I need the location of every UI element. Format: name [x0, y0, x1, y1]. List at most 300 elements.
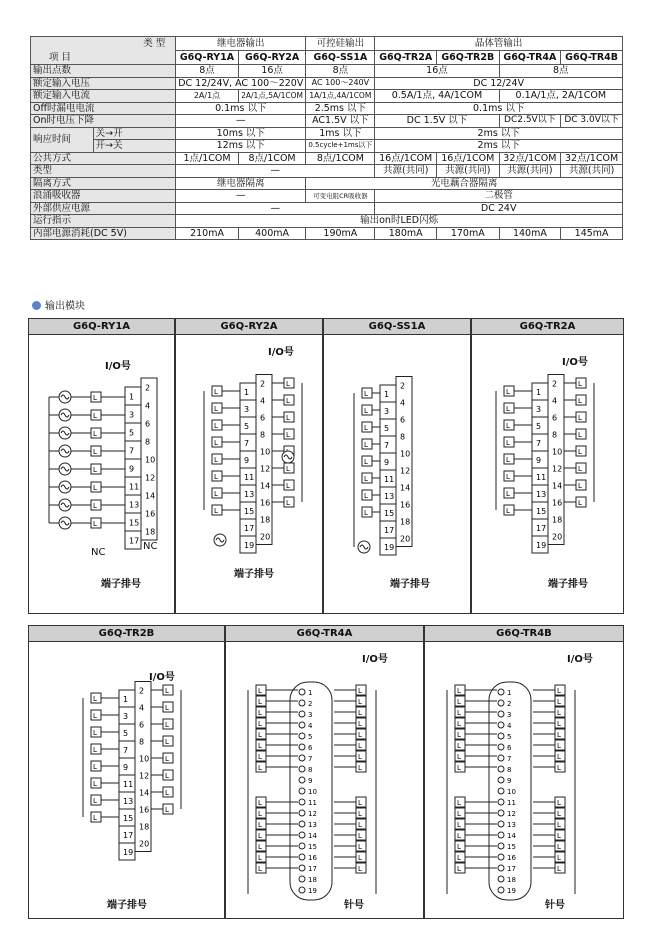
- pin-number: 12: [308, 810, 317, 818]
- terminal-number: 6: [139, 720, 145, 730]
- pin-icon: [299, 777, 305, 783]
- load-letter: L: [457, 687, 461, 695]
- load-letter: L: [457, 731, 461, 739]
- load-letter: L: [457, 821, 461, 829]
- terminal-number: 6: [400, 415, 406, 425]
- terminal-number: 15: [123, 813, 134, 823]
- terminal-number: 9: [123, 762, 129, 772]
- terminal-number: 8: [260, 430, 266, 440]
- model-header: G6Q-SS1A: [306, 51, 375, 65]
- load-letter: L: [506, 490, 510, 498]
- row-leak: Off时漏电电流 0.1ms 以下 2.5ms 以下 0.1ms 以下: [31, 102, 623, 115]
- load-letter: L: [358, 753, 362, 761]
- terminal-number: 7: [123, 745, 129, 755]
- load-letter: L: [364, 475, 368, 483]
- load-letter: L: [364, 407, 368, 415]
- pin-number: 5: [507, 733, 512, 741]
- load-letter: L: [286, 431, 290, 439]
- terminal-number: 9: [129, 464, 135, 474]
- load-letter: L: [578, 380, 582, 388]
- terminal-number: 10: [145, 455, 156, 465]
- pin-icon: [498, 788, 504, 794]
- diagram-title: G6Q-SS1A: [324, 319, 470, 335]
- terminal-number: 13: [536, 489, 547, 499]
- pin-number: 9: [308, 777, 313, 785]
- load-letter: L: [93, 520, 97, 528]
- load-letter: L: [364, 458, 368, 466]
- terminal-number: 16: [139, 805, 150, 815]
- load-letter: L: [93, 814, 97, 822]
- pin-number: 16: [507, 854, 516, 862]
- pin-number: 10: [507, 788, 516, 796]
- terminal-number: 11: [244, 472, 255, 482]
- terminal-number: 15: [536, 506, 547, 516]
- pin-number: 6: [308, 744, 313, 752]
- pin-number: 19: [507, 887, 516, 895]
- diagram-ss1a: [323, 318, 471, 614]
- load-letter: L: [358, 865, 362, 873]
- terminal-number: 2: [139, 686, 145, 696]
- pin-icon: [299, 832, 305, 838]
- pin-icon: [498, 700, 504, 706]
- load-letter: L: [358, 742, 362, 750]
- terminal-number: 10: [400, 449, 411, 459]
- terminal-number: 9: [244, 455, 250, 465]
- pin-icon: [498, 689, 504, 695]
- load-letter: L: [214, 456, 218, 464]
- terminal-number: 1: [536, 387, 542, 397]
- wiring-svg: [472, 335, 624, 614]
- pin-icon: [498, 711, 504, 717]
- load-letter: L: [557, 854, 561, 862]
- diagram-title: G6Q-TR2B: [29, 626, 224, 642]
- load-letter: L: [93, 394, 97, 402]
- diagram-title: G6Q-RY2A: [176, 319, 322, 335]
- row-resp-on: 开→关 12ms 以下 0.5cycle+1ms以下 2ms 以下: [31, 140, 623, 153]
- load-letter: L: [358, 709, 362, 717]
- pin-number: 17: [308, 865, 317, 873]
- terminal-number: 12: [145, 473, 156, 483]
- pin-number: 1: [308, 689, 313, 697]
- terminal-label: 端子排号: [107, 900, 147, 911]
- terminal-number: 13: [384, 491, 395, 501]
- pin-icon: [498, 843, 504, 849]
- terminal-number: 18: [400, 517, 411, 527]
- load-letter: L: [165, 687, 169, 695]
- load-letter: L: [457, 764, 461, 772]
- load-letter: L: [165, 704, 169, 712]
- terminal-number: 7: [536, 438, 542, 448]
- pin-number: 18: [308, 876, 317, 884]
- pin-icon: [299, 810, 305, 816]
- pin-number: 9: [507, 777, 512, 785]
- row-kind: 类型 — 共源(共同) 共源(共同) 共源(共同) 共源(共同): [31, 165, 623, 178]
- terminal-number: 12: [260, 464, 271, 474]
- load-letter: L: [557, 865, 561, 873]
- terminal-number: 2: [400, 381, 406, 391]
- section-heading: 输出模块: [32, 297, 85, 312]
- bullet-icon: [32, 301, 41, 310]
- load-letter: L: [457, 753, 461, 761]
- terminal-number: 2: [145, 383, 151, 393]
- pin-label: 针号: [545, 900, 565, 911]
- terminal-number: 2: [552, 379, 558, 389]
- terminal-number: 13: [129, 500, 140, 510]
- pin-icon: [299, 876, 305, 882]
- terminal-number: 3: [536, 404, 542, 414]
- terminal-number: 19: [123, 847, 134, 857]
- model-header: G6Q-RY2A: [238, 51, 306, 65]
- terminal-number: 19: [384, 542, 395, 552]
- load-letter: L: [578, 482, 582, 490]
- load-letter: L: [258, 698, 262, 706]
- pin-label: 针号: [344, 900, 364, 911]
- load-letter: L: [286, 414, 290, 422]
- pin-icon: [498, 722, 504, 728]
- terminal-number: 8: [145, 437, 151, 447]
- terminal-number: 15: [129, 518, 140, 528]
- diagram-title: G6Q-TR2A: [472, 319, 623, 335]
- pin-icon: [299, 821, 305, 827]
- io-label: I/O号: [567, 654, 593, 665]
- spec-table: [30, 36, 623, 240]
- pin-icon: [299, 766, 305, 772]
- load-letter: L: [506, 507, 510, 515]
- pin-icon: [299, 733, 305, 739]
- load-letter: L: [93, 729, 97, 737]
- pin-icon: [498, 755, 504, 761]
- terminal-number: 1: [384, 389, 390, 399]
- terminal-number: 1: [123, 694, 129, 704]
- terminal-number: 7: [129, 446, 135, 456]
- wiring-svg: [425, 642, 624, 919]
- terminal-number: 5: [129, 428, 135, 438]
- diagram-ry1a: [28, 318, 175, 614]
- load-letter: L: [364, 390, 368, 398]
- load-letter: L: [506, 473, 510, 481]
- terminal-number: 4: [260, 396, 266, 406]
- load-letter: L: [358, 731, 362, 739]
- terminal-number: 3: [123, 711, 129, 721]
- load-letter: L: [258, 810, 262, 818]
- pin-icon: [498, 766, 504, 772]
- load-letter: L: [286, 482, 290, 490]
- diagram-tr4b: [424, 625, 624, 919]
- pin-number: 19: [308, 887, 317, 895]
- terminal-number: 16: [145, 509, 156, 519]
- terminal-number: 5: [123, 728, 129, 738]
- terminal-number: 14: [260, 481, 271, 491]
- load-letter: L: [358, 832, 362, 840]
- load-letter: L: [358, 810, 362, 818]
- terminal-number: 4: [400, 398, 406, 408]
- load-letter: L: [258, 687, 262, 695]
- wiring-svg: [324, 335, 471, 614]
- load-letter: L: [258, 854, 262, 862]
- pin-icon: [299, 689, 305, 695]
- io-label: I/O号: [562, 357, 588, 368]
- load-letter: L: [557, 709, 561, 717]
- terminal-number: 14: [145, 491, 156, 501]
- load-letter: L: [457, 742, 461, 750]
- io-label: I/O号: [362, 654, 388, 665]
- terminal-number: 17: [244, 523, 255, 533]
- model-header: G6Q-RY1A: [176, 51, 239, 65]
- terminal-number: 17: [536, 523, 547, 533]
- terminal-number: 2: [260, 379, 266, 389]
- load-letter: L: [358, 764, 362, 772]
- load-letter: L: [457, 720, 461, 728]
- diagram-tr2b: [28, 625, 225, 919]
- load-letter: L: [258, 865, 262, 873]
- model-header: G6Q-TR4B: [561, 51, 623, 65]
- load-letter: L: [214, 422, 218, 430]
- pin-number: 11: [308, 799, 317, 807]
- load-letter: L: [214, 473, 218, 481]
- terminal-number: 17: [123, 830, 134, 840]
- load-letter: L: [165, 755, 169, 763]
- load-letter: L: [557, 764, 561, 772]
- load-letter: L: [93, 695, 97, 703]
- row-voltage: 额定输入电压 DC 12/24V, AC 100～220V AC 100～240V DC 12/24V: [31, 77, 623, 90]
- pin-number: 6: [507, 744, 512, 752]
- load-letter: L: [557, 687, 561, 695]
- terminal-number: 4: [552, 396, 558, 406]
- terminal-number: 19: [244, 540, 255, 550]
- model-header: G6Q-TR2B: [437, 51, 500, 65]
- wiring-svg: [226, 642, 424, 919]
- load-letter: L: [286, 380, 290, 388]
- pin-number: 4: [507, 722, 512, 730]
- terminal-number: 8: [400, 432, 406, 442]
- row-iso: 隔离方式 继电器隔离 光电藕合器隔离: [31, 177, 623, 190]
- io-label: I/O号: [149, 672, 175, 683]
- load-letter: L: [258, 821, 262, 829]
- terminal-number: 6: [552, 413, 558, 423]
- load-letter: L: [214, 388, 218, 396]
- load-letter: L: [165, 806, 169, 814]
- load-letter: L: [93, 484, 97, 492]
- pin-number: 18: [507, 876, 516, 884]
- pin-number: 15: [507, 843, 516, 851]
- terminal-number: 17: [129, 536, 140, 546]
- terminal-number: 3: [244, 404, 250, 414]
- terminal-number: 20: [139, 839, 150, 849]
- terminal-number: 14: [139, 788, 150, 798]
- terminal-number: 1: [244, 387, 250, 397]
- load-letter: L: [506, 405, 510, 413]
- terminal-number: 4: [145, 401, 151, 411]
- pin-number: 8: [507, 766, 512, 774]
- terminal-number: 13: [123, 796, 134, 806]
- pin-icon: [299, 755, 305, 761]
- terminal-number: 20: [552, 532, 563, 542]
- load-letter: L: [457, 810, 461, 818]
- terminal-number: 20: [260, 532, 271, 542]
- terminal-number: 14: [400, 483, 411, 493]
- pin-number: 8: [308, 766, 313, 774]
- terminal-number: 6: [145, 419, 151, 429]
- pin-number: 4: [308, 722, 313, 730]
- io-label: I/O号: [105, 361, 131, 372]
- load-letter: L: [258, 764, 262, 772]
- pin-number: 13: [308, 821, 317, 829]
- terminal-number: 9: [536, 455, 542, 465]
- pin-icon: [299, 865, 305, 871]
- terminal-number: 18: [552, 515, 563, 525]
- pin-icon: [299, 788, 305, 794]
- load-letter: L: [557, 753, 561, 761]
- pin-number: 2: [308, 700, 313, 708]
- load-letter: L: [457, 799, 461, 807]
- row-common: 公共方式 1点/1COM 8点/1COM 8点/1COM 16点/1COM 16点/1COM 32点/1COM 32点/1COM: [31, 152, 623, 165]
- pin-number: 10: [308, 788, 317, 796]
- terminal-label: 端子排号: [234, 569, 274, 580]
- terminal-number: 5: [536, 421, 542, 431]
- load-letter: L: [258, 709, 262, 717]
- pin-icon: [498, 777, 504, 783]
- terminal-number: 7: [384, 440, 390, 450]
- load-letter: L: [93, 780, 97, 788]
- terminal-label: 端子排号: [101, 579, 141, 590]
- load-letter: L: [557, 742, 561, 750]
- terminal-number: 16: [260, 498, 271, 508]
- terminal-number: 10: [552, 447, 563, 457]
- terminal-number: 18: [260, 515, 271, 525]
- load-letter: L: [557, 843, 561, 851]
- load-letter: L: [93, 448, 97, 456]
- pin-number: 15: [308, 843, 317, 851]
- load-letter: L: [557, 698, 561, 706]
- wiring-svg: [29, 642, 225, 919]
- pin-icon: [299, 700, 305, 706]
- load-letter: L: [578, 448, 582, 456]
- pin-number: 3: [308, 711, 313, 719]
- load-letter: L: [358, 854, 362, 862]
- terminal-number: 18: [145, 527, 156, 537]
- load-letter: L: [165, 789, 169, 797]
- pin-icon: [498, 799, 504, 805]
- load-letter: L: [506, 422, 510, 430]
- diagram-ry2a: [175, 318, 323, 614]
- load-letter: L: [364, 492, 368, 500]
- terminal-number: 7: [244, 438, 250, 448]
- load-letter: L: [557, 832, 561, 840]
- load-letter: L: [578, 431, 582, 439]
- load-letter: L: [214, 490, 218, 498]
- load-letter: L: [286, 499, 290, 507]
- load-letter: L: [93, 763, 97, 771]
- load-letter: L: [93, 412, 97, 420]
- diagram-title: G6Q-TR4B: [425, 626, 623, 642]
- pin-number: 11: [507, 799, 516, 807]
- terminal-number: 11: [384, 474, 395, 484]
- terminal-number: 12: [139, 771, 150, 781]
- row-resp-off: 响应时间 关→开 10ms 以下 1ms 以下 2ms 以下: [31, 127, 623, 140]
- terminal-number: 5: [384, 423, 390, 433]
- load-letter: L: [557, 731, 561, 739]
- terminal-number: 5: [244, 421, 250, 431]
- load-letter: L: [557, 810, 561, 818]
- row-current: 额定输入电流 2A/1点 2A/1点,5A/1COM 1A/1点,4A/1COM 0.5A/1点, 4A/1COM 0.1A/1点, 2A/1COM: [31, 90, 623, 103]
- diagram-tr2a: [471, 318, 624, 614]
- terminal-number: 15: [244, 506, 255, 516]
- load-letter: L: [358, 821, 362, 829]
- row-ext: 外部供应电源 — DC 24V: [31, 202, 623, 215]
- load-letter: L: [506, 388, 510, 396]
- pin-number: 3: [507, 711, 512, 719]
- load-letter: L: [364, 424, 368, 432]
- terminal-number: 14: [552, 481, 563, 491]
- load-letter: L: [258, 720, 262, 728]
- terminal-number: 19: [536, 540, 547, 550]
- terminal-number: 17: [384, 525, 395, 535]
- pin-number: 7: [507, 755, 512, 763]
- pin-number: 2: [507, 700, 512, 708]
- terminal-number: 6: [260, 413, 266, 423]
- load-letter: L: [364, 441, 368, 449]
- load-letter: L: [578, 414, 582, 422]
- load-letter: L: [93, 466, 97, 474]
- load-letter: L: [93, 430, 97, 438]
- load-letter: L: [258, 753, 262, 761]
- load-letter: L: [258, 742, 262, 750]
- load-letter: L: [165, 738, 169, 746]
- load-letter: L: [457, 843, 461, 851]
- terminal-number: 10: [139, 754, 150, 764]
- pin-number: 7: [308, 755, 313, 763]
- pin-number: 5: [308, 733, 313, 741]
- load-letter: L: [358, 843, 362, 851]
- terminal-number: 4: [139, 703, 145, 713]
- load-letter: L: [358, 698, 362, 706]
- diagram-title: G6Q-RY1A: [29, 319, 174, 335]
- load-letter: L: [93, 746, 97, 754]
- load-letter: L: [358, 720, 362, 728]
- terminal-number: 11: [123, 779, 134, 789]
- load-letter: L: [457, 832, 461, 840]
- load-letter: L: [506, 439, 510, 447]
- load-letter: L: [457, 698, 461, 706]
- model-header: G6Q-TR2A: [375, 51, 437, 65]
- load-letter: L: [457, 709, 461, 717]
- load-letter: L: [165, 721, 169, 729]
- terminal-number: 3: [129, 410, 135, 420]
- pin-icon: [299, 722, 305, 728]
- load-letter: L: [93, 797, 97, 805]
- terminal-label: 端子排号: [390, 579, 430, 590]
- load-letter: L: [364, 509, 368, 517]
- row-surge: 浪涌吸收器 — 可变电阻CR吸收器 二极管: [31, 190, 623, 203]
- io-label: I/O号: [268, 347, 294, 358]
- pin-number: 12: [507, 810, 516, 818]
- load-letter: L: [93, 502, 97, 510]
- pin-number: 16: [308, 854, 317, 862]
- wiring-svg: [29, 335, 175, 614]
- pin-icon: [498, 865, 504, 871]
- group-scr: 可控硅输出: [306, 37, 375, 51]
- row-run: 运行指示 输出on时LED闪烁: [31, 215, 623, 228]
- terminal-number: 12: [552, 464, 563, 474]
- pin-icon: [299, 843, 305, 849]
- load-letter: L: [258, 832, 262, 840]
- load-letter: L: [557, 821, 561, 829]
- load-letter: L: [214, 405, 218, 413]
- load-letter: L: [578, 499, 582, 507]
- row-consumption: 内部电源消耗(DC 5V) 210mA 400mA 190mA 180mA 170mA 140mA 145mA: [31, 227, 623, 240]
- pin-number: 14: [308, 832, 317, 840]
- pin-icon: [498, 832, 504, 838]
